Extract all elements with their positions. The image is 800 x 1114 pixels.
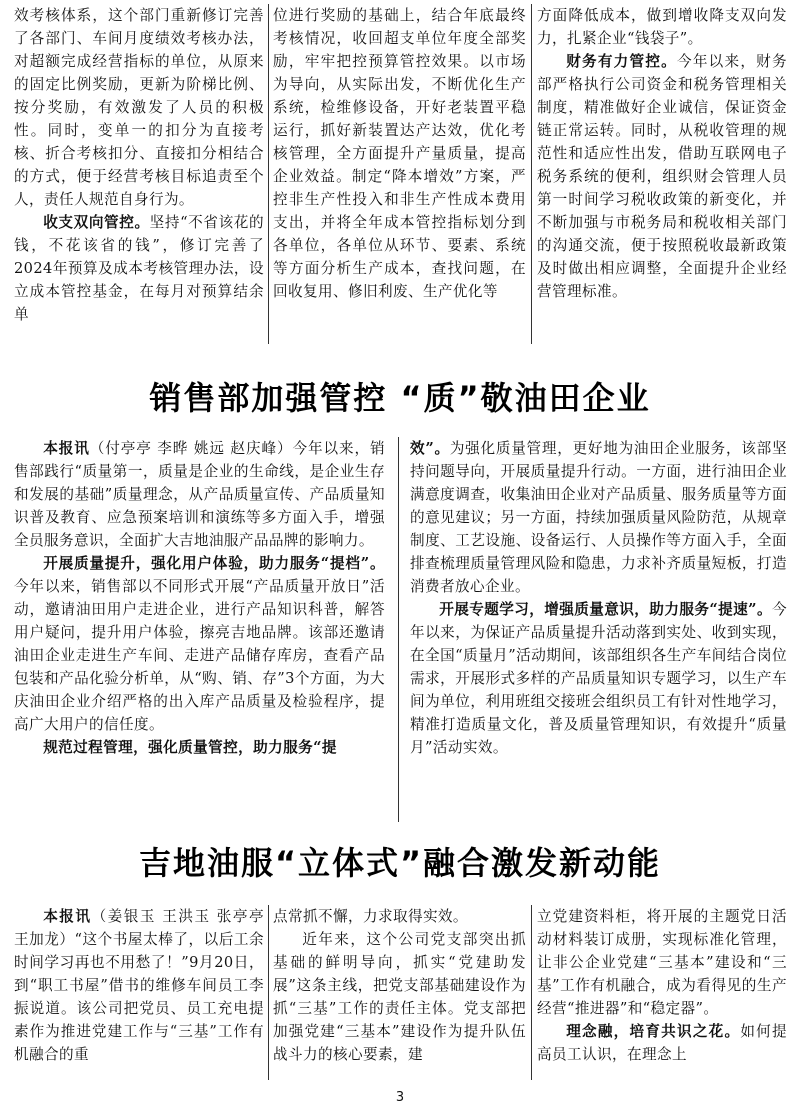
column-divider bbox=[268, 4, 269, 344]
paragraph-lead: 效”。 bbox=[410, 440, 450, 457]
paragraph-lead: 理念融，培育共识之花。 bbox=[566, 1023, 741, 1040]
article2-headline: 吉地油服“立体式”融合激发新动能 bbox=[138, 844, 662, 882]
article2-column-3 bbox=[537, 905, 787, 1066]
column-divider bbox=[531, 4, 532, 344]
column-divider bbox=[268, 905, 269, 1080]
paragraph bbox=[537, 905, 787, 1020]
paragraph bbox=[410, 437, 787, 598]
paragraph-lead: 开展质量提升，强化用户体验，助力服务“提档”。 bbox=[43, 555, 385, 572]
paragraph bbox=[14, 552, 385, 736]
top-column-3 bbox=[537, 4, 787, 303]
paragraph bbox=[410, 598, 787, 759]
paragraph bbox=[273, 905, 526, 928]
paragraph-text: 如何提高员工认识，在理念上 bbox=[537, 1023, 788, 1063]
paragraph-lead: 本报讯 bbox=[43, 440, 90, 457]
article1-column-2 bbox=[410, 437, 787, 759]
paragraph-lead: 财务有力管控。 bbox=[566, 53, 678, 70]
paragraph-text: 近年来，这个公司党支部突出抓基础的鲜明导向，抓实“党建助发展”这条主线，把党支部基础建设作为抓“三基”工作的责任主体。党支部把加强党建“三基本”建设作为提升队伍战斗力的核心要素，建 bbox=[273, 931, 526, 1063]
paragraph-text: 今年以来，为保证产品质量提升活动落到实处、收到实现，在全国“质量月”活动期间，该部组织各生产车间结合岗位需求，开展形式多样的产品质量知识专题学习，以生产车间为单位，利用班组交接班会组织员工有针对性地学习，精准打造质量文化，普及质量管理知识，有效提升“质量月”活动实效。 bbox=[410, 601, 787, 756]
article2-column-1 bbox=[14, 905, 264, 1066]
paragraph-lead: 收支双向管控。 bbox=[43, 214, 150, 231]
column-divider bbox=[531, 905, 532, 1080]
top-column-1 bbox=[14, 4, 264, 326]
paragraph-lead: 规范过程管理，强化质量管控，助力服务“提 bbox=[43, 739, 337, 756]
paragraph bbox=[273, 928, 526, 1066]
paragraph-text: 坚持“不省该花的钱，不花该省的钱”，修订完善了2024年预算及成本考核管理办法，设立成本管控基金，在每月对预算结余单 bbox=[14, 214, 264, 323]
paragraph bbox=[537, 50, 787, 303]
paragraph bbox=[14, 437, 385, 552]
article1-headline: 销售部加强管控 “质”敬油田企业 bbox=[149, 379, 651, 417]
paragraph-lead: 本报讯 bbox=[43, 908, 92, 925]
paragraph bbox=[14, 211, 264, 326]
paragraph-text: （付亭亭 李晔 姚远 赵庆峰）今年以来，销售部践行“质量第一，质量是企业的生命线，是企业生存和发展的基础”质量理念，从产品质量宣传、产品质量知识普及教育、应急预案培训和演练等多方面入手，增强全员服务意识，全面扩大吉地油服产品品牌的影响力。 bbox=[14, 440, 385, 549]
paragraph bbox=[14, 905, 264, 1066]
paragraph bbox=[273, 4, 526, 303]
paragraph-lead: 开展专题学习，增强质量意识，助力服务“提速”。 bbox=[439, 601, 772, 618]
paragraph-text: （姜银玉 王洪玉 张亭亭 王加龙）“这个书屋太棒了，以后工余时间学习再也不用愁了！”9月20日，到“职工书屋”借书的维修车间员工李振说道。该公司把党员、员工充电提素作为推进党建工作与“三基”工作有机融合的重 bbox=[14, 908, 264, 1063]
paragraph-text: 今年以来，财务部严格执行公司资金和税务管理相关制度，精准做好企业诚信，保证资金链正常运转。同时，从税收管理的规范性和适应性出发，借助互联网电子税务系统的便利，组织财会管理人员第一时间学习税收政策的新变化，并不断加强与市税务局和税收相关部门的沟通交流，便于按照税收最新政策及时做出相应调整，全面提升企业经营管理标准。 bbox=[537, 53, 787, 300]
top-section bbox=[0, 4, 800, 346]
paragraph-text: 效考核体系，这个部门重新修订完善了各部门、车间月度绩效考核办法，对超额完成经营指标的单位，从原来的固定比例奖励，更新为阶梯比例、按分奖励，有效激发了人员的积极性。同时，变单一的扣分为直接考核、折合考核扣分、直接扣分相结合的方式，便于经营考核目标追责至个人，责任人规范自身行为。 bbox=[14, 7, 264, 208]
article1-body bbox=[0, 437, 800, 832]
paragraph-text: 位进行奖励的基础上，结合年底最终考核情况，收回超支单位年度全部奖励，牢牢把控预算管控效果。以市场为导向，从实际出发，不断优化生产系统，检维修设备，开好老装置平稳运行，抓好新装置达产达效，优化考核管理，全方面提升产量质量，提高企业效益。制定“降本增效”方案，严控非生产性投入和非生产性成本费用支出，并将全年成本管控指标划分到各单位，各单位从环节、要素、系统等方面分析生产成本，查找问题，在回收复用、修旧利废、生产优化等 bbox=[273, 7, 526, 300]
article2-body bbox=[0, 905, 800, 1085]
column-divider bbox=[398, 437, 399, 822]
paragraph-text: 今年以来，销售部以不同形式开展“产品质量开放日”活动，邀请油田用户走进企业，进行产品知识科普，解答用户疑问，提升用户体验，擦亮吉地品牌。该部还邀请油田企业走进生产车间、走进产品储存库房，查看产品包装和产品化验分析单，从“购、销、存”3个方面，为大庆油田企业介绍严格的出入库产品质量及检验程序，提高广大用户的信任度。 bbox=[14, 578, 385, 733]
top-column-2 bbox=[273, 4, 526, 303]
page-number: 3 bbox=[395, 1090, 405, 1105]
paragraph bbox=[537, 4, 787, 50]
paragraph bbox=[14, 736, 385, 759]
paragraph-text: 立党建资料柜，将开展的主题党日活动材料装订成册，实现标准化管理，让非公企业党建“三基本”建设和“三基”工作有机融合，成为看得见的生产经营“推进器”和“稳定器”。 bbox=[537, 908, 787, 1017]
paragraph-text: 为强化质量管理，更好地为油田企业服务，该部坚持问题导向，开展质量提升行动。一方面，进行油田企业满意度调查，收集油田企业对产品质量、服务质量等方面的意见建议；另一方面，持续加强质量风险防范，从规章制度、工艺设施、设备运行、人员操作等方面入手，全面排查梳理质量管理风险和隐患，力求补齐质量短板，打造消费者放心企业。 bbox=[410, 440, 787, 595]
article2-column-2 bbox=[273, 905, 526, 1066]
paragraph bbox=[537, 1020, 787, 1066]
paragraph bbox=[14, 4, 264, 211]
paragraph-text: 点常抓不懈，力求取得实效。 bbox=[273, 908, 468, 925]
paragraph-text: 方面降低成本，做到增收降支双向发力，扎紧企业“钱袋子”。 bbox=[537, 7, 787, 47]
article1-column-1 bbox=[14, 437, 385, 759]
